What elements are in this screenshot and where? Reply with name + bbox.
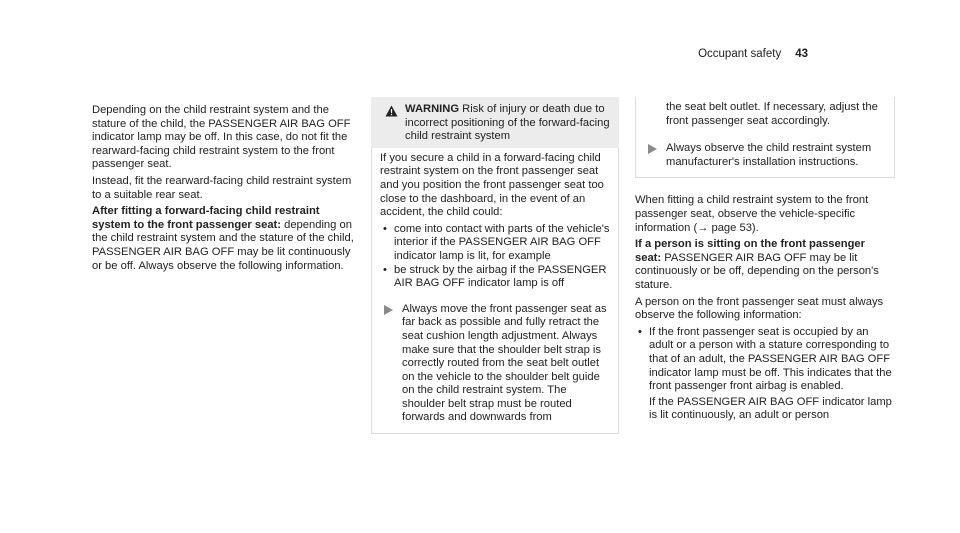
running-header <box>698 48 808 62</box>
paragraph-instead: Instead, fit the rearward-facing child restraint system to a suitable rear seat. <box>92 174 352 201</box>
warning-heading <box>405 103 613 144</box>
list-item: • be struck by the airbag if the PASSENGER AIR BAG OFF indicator lamp is off <box>380 264 612 291</box>
installation-note <box>644 142 888 169</box>
after-fitting-text: depending on the child restraint system and the stature of the child, PASSENGER AIR BAG OFF may be lit continuously or be off. Always observe the following information. <box>92 218 354 272</box>
warning-continued-text: the seat belt outlet. If necessary, adjust the front passenger seat accordingly. <box>666 101 878 127</box>
paragraph-after-fitting <box>92 205 354 273</box>
person-sitting-text: PASSENGER AIR BAG OFF may be lit continuously or be off, depending on the person's stature. <box>635 251 879 291</box>
page-number: 43 <box>795 48 808 60</box>
warning-label: WARNING <box>405 103 460 115</box>
note-text: Always move the front passenger seat as far back as possible and fully retract the seat cushion length adjustment. Always make sure that the shoulder belt strap is correctly routed from the seat belt outlet on the vehicle to the shoulder belt guide on the child restraint system. The shoulder belt strap must be routed forwards and downwards from <box>402 302 607 424</box>
section-title: Occupant safety <box>698 48 782 60</box>
occupant-bullet-list <box>635 326 893 423</box>
note-arrow-icon <box>380 303 402 425</box>
warning-box-continued <box>635 97 895 178</box>
paragraph-person-must: A person on the front passenger seat must always observe the following information: <box>635 295 884 322</box>
paragraph-when-fitting: When fitting a child restraint system to the front passenger seat, observe the vehicle-specific information (→ page 53). <box>635 194 869 234</box>
column-1 <box>92 104 354 276</box>
warning-note <box>380 303 612 425</box>
warning-subtitle: Risk of injury or death due to incorrect positioning of the forward-facing child restraint system <box>405 103 610 143</box>
column-3-body <box>635 194 893 423</box>
warning-triangle-icon <box>385 103 405 144</box>
paragraph-depending: Depending on the child restraint system and the stature of the child, the PASSENGER AIR BAG OFF indicator lamp may be off. In this case, do not fit the rearward-facing child restraint system to the front passenger seat. <box>92 104 351 171</box>
paragraph-person-sitting <box>635 238 893 292</box>
column-2 <box>371 97 619 434</box>
note-text: Always observe the child restraint system manufacturer's installation instructions. <box>666 142 872 168</box>
warning-box <box>371 148 619 434</box>
after-fitting-heading: After fitting a forward-facing child restraint system to the front passenger seat: <box>92 205 320 231</box>
list-item <box>635 326 893 423</box>
note-arrow-icon <box>644 142 666 169</box>
bullet-text: If the front passenger seat is occupied by an adult or a person with a stature corresponding to that of an adult, the PASSENGER AIR BAG OFF indicator lamp must be off. This indicates that the front passenger front airbag is enabled. <box>649 325 892 393</box>
warning-paragraph: If you secure a child in a forward-facing child restraint system on the front passenger seat and you position the front passenger seat too close to the dashboard, in the event of an accident, the child could: <box>380 151 604 219</box>
warning-header <box>371 97 619 148</box>
list-item: • come into contact with parts of the vehicle's interior if the PASSENGER AIR BAG OFF indicator lamp is lit, for example <box>380 223 612 264</box>
warning-bullet-list <box>380 223 612 291</box>
person-sitting-heading: If a person is sitting on the front passenger seat: <box>635 238 865 264</box>
bullet-continuation: If the PASSENGER AIR BAG OFF indicator lamp is lit continuously, an adult or person <box>649 395 892 422</box>
column-3 <box>635 97 893 426</box>
